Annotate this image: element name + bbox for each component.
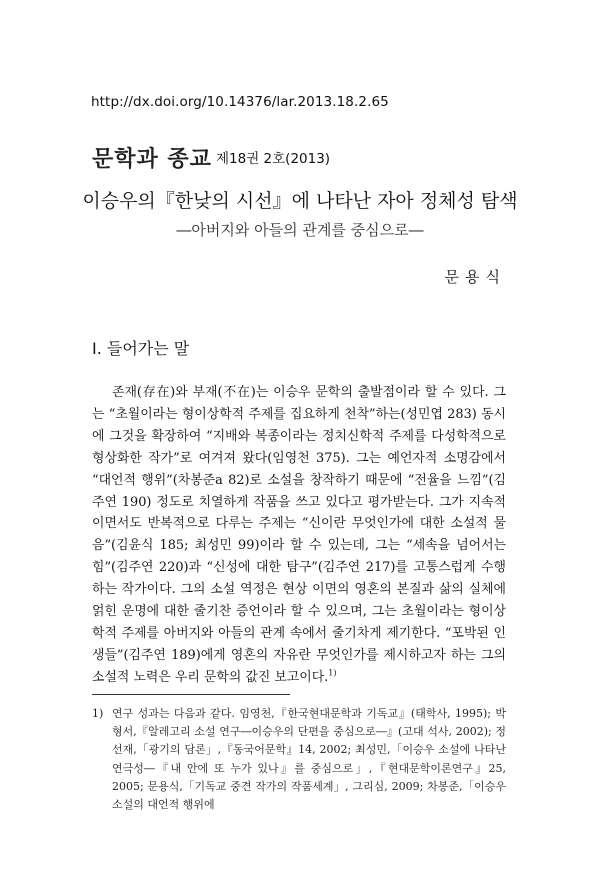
footnote xyxy=(92,705,506,814)
footnote-number: 1) xyxy=(92,707,104,720)
body-paragraph-text: 존재(存在)와 부재(不在)는 이승우 문학의 출발점이라 할 수 있다. 그는 “초월이라는 형이상학적 주제를 집요하게 천착”하는(성민엽 283) 동시에 그것을 확장하여 “지배와 복종이라는 정치신학적 주제를 다성학적으로 형상화한 작가”로 여겨져 왔다(임영천 375). 그는 예언자적 소명감에서 “대언적 행위”(차봉준a 82)로 소설을 창작하기 때문에 “전율을 느낌”(김주연 190) 정도로 치열하게 작품을 쓰고 있다고 평가받는다. 그가 지속적이면서도 반복적으로 다루는 주제는 “신이란 무엇인가에 대한 소설적 물음”(김윤식 185; 최성민 99)이라 할 수 있는데, 그는 “세속을 넘어서는 힘”(김주연 220)과 “신성에 대한 탐구”(김주연 217)를 고통스럽게 수행하는 작가이다. 그의 소설 역정은 현상 이면의 영혼의 본질과 삶의 실체에 얽힌 운명에 대한 줄기찬 증언이라 할 수 있으며, 그는 초월이라는 형이상학적 주제를 아버지와 아들의 관계 속에서 줄기차게 제기한다. “포박된 인생들”(김주연 189)에게 영혼의 자유란 무엇인가를 제시하고자 하는 그의 소설적 노력은 우리 문학의 값진 보고이다. xyxy=(92,385,506,685)
article-author: 문용식 xyxy=(444,268,506,286)
article-title: 이승우의『한낮의 시선』에 나타난 자아 정체성 탐색 xyxy=(82,190,518,212)
body-paragraph xyxy=(92,382,506,689)
footnote-text: 연구 성과는 다음과 같다. 임영천,『한국현대문학과 기독교』(태학사, 1995); 박형서,『알레고리 소설 연구―이승우의 단편을 중심으로―』(고대 석사, 2002); 정선재,「광기의 담론」,『동국어문학』14, 2002; 최성민,「이승우 소설에 나타난 연극성―『내 안에 또 누가 있나』를 중심으로」,『현대문학이론연구』25, 2005; 문용식,「기독교 중견 작가의 작품세계」, 그리심, 2009; 차봉준,「이승우 소설의 대언적 행위에 xyxy=(112,707,506,812)
article-subtitle: ―아버지와 아들의 관계를 중심으로― xyxy=(176,221,424,239)
journal-volume: 제18권 2호(2013) xyxy=(216,151,331,167)
footnote-divider xyxy=(92,694,290,695)
section-heading: Ⅰ. 들어가는 말 xyxy=(92,339,190,358)
footnote-reference[interactable]: 1) xyxy=(328,668,337,678)
journal-logo: 문학과 종교 xyxy=(92,147,212,172)
doi-link[interactable]: http://dx.doi.org/10.14376/lar.2013.18.2.65 xyxy=(91,94,389,110)
